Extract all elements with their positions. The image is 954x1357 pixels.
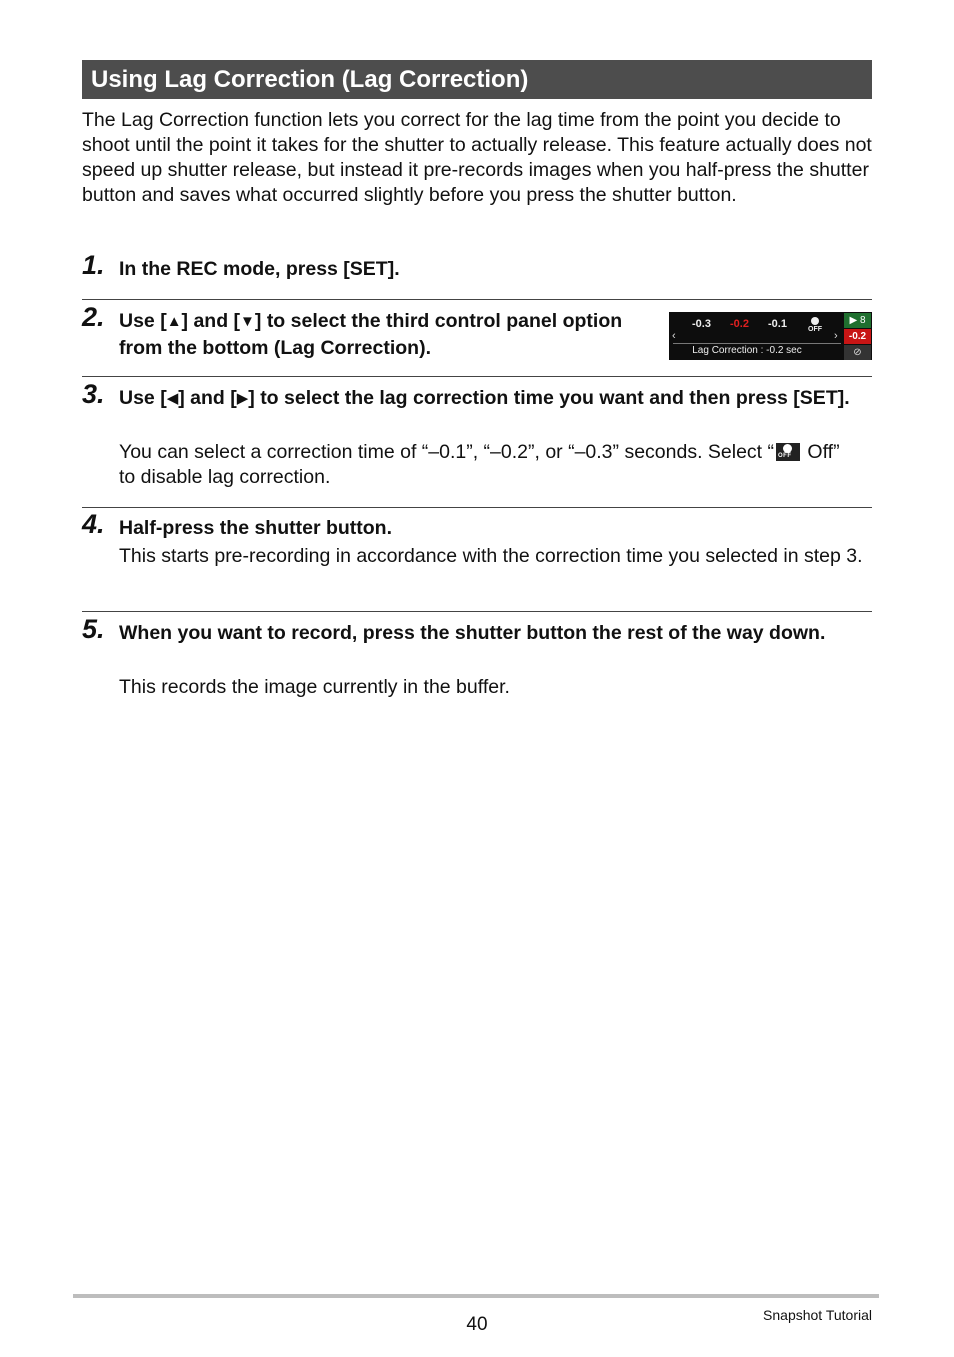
section-heading: Using Lag Correction (Lag Correction)	[82, 60, 872, 99]
step-number: 3.	[82, 379, 105, 409]
lag-off-icon: OFF	[808, 317, 822, 333]
step-title: Use [◀] and [▶] to select the lag correction time you want and then press [SET].	[119, 387, 850, 409]
step-title: In the REC mode, press [SET].	[119, 258, 400, 280]
side-panel-selected: -0.2	[844, 329, 871, 344]
up-triangle-icon: ▲	[166, 313, 182, 330]
left-triangle-icon: ◀	[166, 390, 179, 407]
option-value: -0.3	[692, 318, 711, 330]
right-arrow-icon: ›	[834, 330, 838, 342]
step-number: 2.	[82, 302, 105, 332]
step-body: This records the image currently in the buffer.	[119, 676, 510, 698]
step-body: This starts pre-recording in accordance with the correction time you selected in step 3.	[119, 545, 863, 567]
step-title: Use [▲] and [▼] to select the third control panel option from the bottom (Lag Correction).	[119, 310, 623, 359]
step-body: You can select a correction time of “–0.1”, “–0.2”, or “–0.3” seconds. Select “ OFF Off” to disable lag correction.	[119, 441, 840, 488]
side-panel-top: ▶ 8	[844, 313, 871, 328]
step-title: Half-press the shutter button.	[119, 517, 393, 539]
page-number: 40	[466, 1314, 488, 1335]
intro-paragraph: The Lag Correction function lets you correct for the lag time from the point you decide to shoot until the point it takes for the shutter to actually release. This feature actually does not speed up shutter release, but instead it pre-records images when you half-press the shutter button and saves what occurred slightly before you press the shutter button.	[82, 109, 872, 206]
section-name: Snapshot Tutorial	[763, 1307, 872, 1323]
left-arrow-icon: ‹	[672, 330, 676, 342]
side-panel-bottom: ⊘	[844, 345, 871, 360]
lag-off-icon: OFF	[776, 443, 800, 461]
divider	[82, 611, 872, 612]
camera-screen-image	[669, 312, 872, 360]
right-triangle-icon: ▶	[236, 390, 249, 407]
step-number: 4.	[82, 509, 105, 539]
divider	[82, 299, 872, 300]
option-value-selected: -0.2	[730, 318, 749, 330]
divider	[82, 507, 872, 508]
option-value: -0.1	[768, 318, 787, 330]
footer-rule	[73, 1294, 879, 1298]
lag-correction-label: Lag Correction : -0.2 sec	[673, 343, 841, 356]
down-triangle-icon: ▼	[240, 313, 255, 330]
step-number: 5.	[82, 614, 105, 644]
step-title: When you want to record, press the shutter button the rest of the way down.	[119, 622, 826, 644]
divider	[82, 376, 872, 377]
step-number: 1.	[82, 250, 105, 280]
